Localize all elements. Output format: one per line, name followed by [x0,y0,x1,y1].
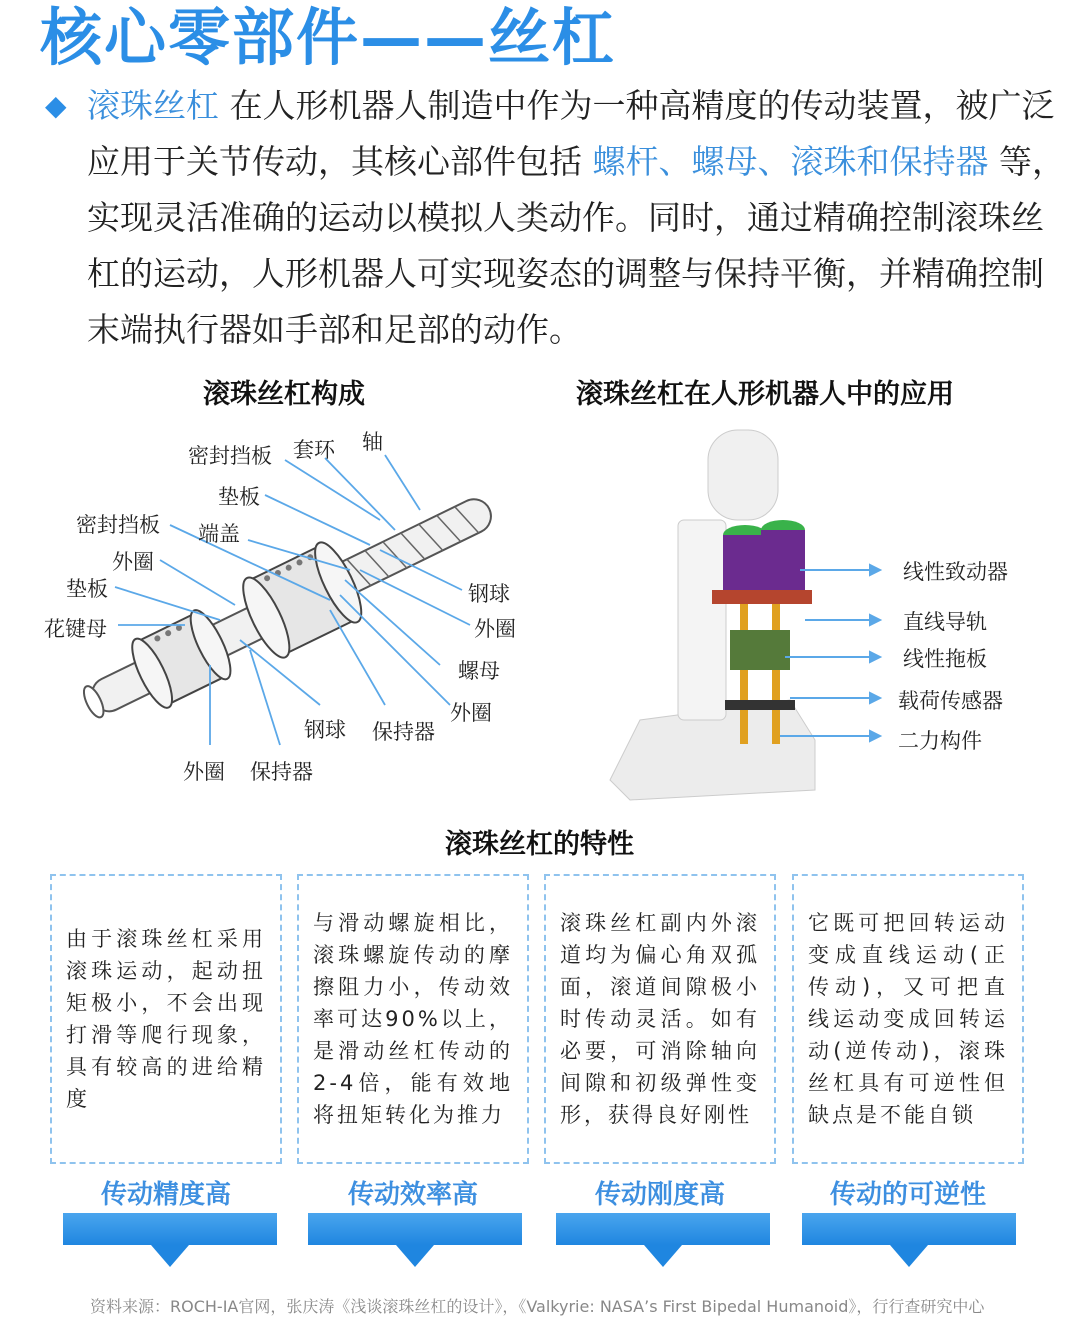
intro-parts: 螺杆、螺母、滚珠和保持器 [592,142,989,181]
composition-title: 滚珠丝杠构成 [203,379,365,410]
label-spacer-2: 垫板 [66,577,108,601]
intro-text-2: 等，实现灵活准确的运动以模拟人类动作。同时，通过精确控制滚珠丝杠的运动，人形机器人可实现姿态的调整与保持平衡，并精确控制末端执行器如手部和足部的动作。 [87,142,1065,349]
feature-label-reversibility: 传动的可逆性 [829,1180,986,1210]
feature-card-text: 与滑动螺旋相比，滚珠螺旋传动的摩擦阻力小，传动效率可达90%以上，是滑动丝杠传动的2-4倍，能有效地将扭矩转化为推力 [313,911,513,1127]
feature-card-text: 由于滚珠丝杠采用滚珠运动，起动扭矩极小，不会出现打滑等爬行现象，具有较高的进给精度 [66,927,266,1111]
feature-label-efficiency: 传动效率高 [347,1180,478,1210]
label-linear-actuator: 线性致动器 [903,560,1008,584]
label-spline-nut: 花键母 [44,617,107,641]
label-seal-plate-2: 密封挡板 [76,513,160,537]
feature-card-stiffness [544,874,776,1164]
label-outer-ring-2: 外圈 [474,617,516,641]
label-collar: 套环 [293,438,335,462]
intro-text-1: 在人形机器人制造中作为一种高精度的传动装置，被广泛应用于关节传动，其核心部件包括 [87,86,1055,181]
feature-card-text: 滚珠丝杠副内外滚道均为偏心角双孤面，滚道间隙极小时传动灵活。如有必要，可消除轴向间隙和初级弹性变形，获得良好刚性 [560,911,760,1127]
feature-bar [556,1213,770,1245]
features-title: 滚珠丝杠的特性 [445,829,634,860]
feature-bar [63,1213,277,1245]
label-shaft: 轴 [362,430,383,454]
diamond-icon: ◆ [45,89,67,122]
feature-card-precision [50,874,282,1164]
label-end-cap: 端盖 [198,522,240,546]
label-linear-carriage: 线性拖板 [903,647,987,671]
page-title: 核心零部件——丝杠 [40,1,617,74]
feature-card-efficiency [297,874,529,1164]
label-retainer-2: 保持器 [250,760,313,784]
label-steel-ball-1: 钢球 [468,582,510,606]
label-seal-plate-1: 密封挡板 [188,444,272,468]
label-load-sensor: 载荷传感器 [898,689,1003,713]
down-arrow-icon [890,1245,928,1267]
intro-term: 滚珠丝杠 [87,86,219,125]
label-steel-ball-2: 钢球 [304,718,346,742]
down-arrow-icon [644,1245,682,1267]
label-linear-guide: 直线导轨 [903,610,987,634]
feature-card-text: 它既可把回转运动变成直线运动(正传动)，又可把直线运动变成回转运动(逆传动)，滚珠丝杠具有可逆性但缺点是不能自锁 [808,911,1008,1127]
label-outer-ring-1: 外圈 [112,550,154,574]
label-outer-ring-3: 外圈 [450,701,492,725]
down-arrow-icon [396,1245,434,1267]
intro-paragraph [45,78,1075,358]
source-note: 资料来源：ROCH-IA官网，张庆涛《浅谈滚珠丝杠的设计》，《Valkyrie: NASA’s First Bipedal Humanoid》，行行查研究中心 [90,1297,985,1316]
feature-bar [802,1213,1016,1245]
label-two-force-member: 二力构件 [898,729,982,753]
application-title: 滚珠丝杠在人形机器人中的应用 [576,379,954,410]
robot-leg-diagram [600,420,1060,810]
feature-card-reversibility [792,874,1024,1164]
feature-label-stiffness: 传动刚度高 [594,1180,725,1210]
label-retainer-1: 保持器 [372,720,435,744]
feature-bar [308,1213,522,1245]
label-outer-ring-4: 外圈 [183,760,225,784]
robot-leg-illustration [610,430,815,800]
down-arrow-icon [151,1245,189,1267]
feature-label-precision: 传动精度高 [100,1180,231,1210]
label-spacer-1: 垫板 [218,485,260,509]
label-nut: 螺母 [458,659,500,683]
